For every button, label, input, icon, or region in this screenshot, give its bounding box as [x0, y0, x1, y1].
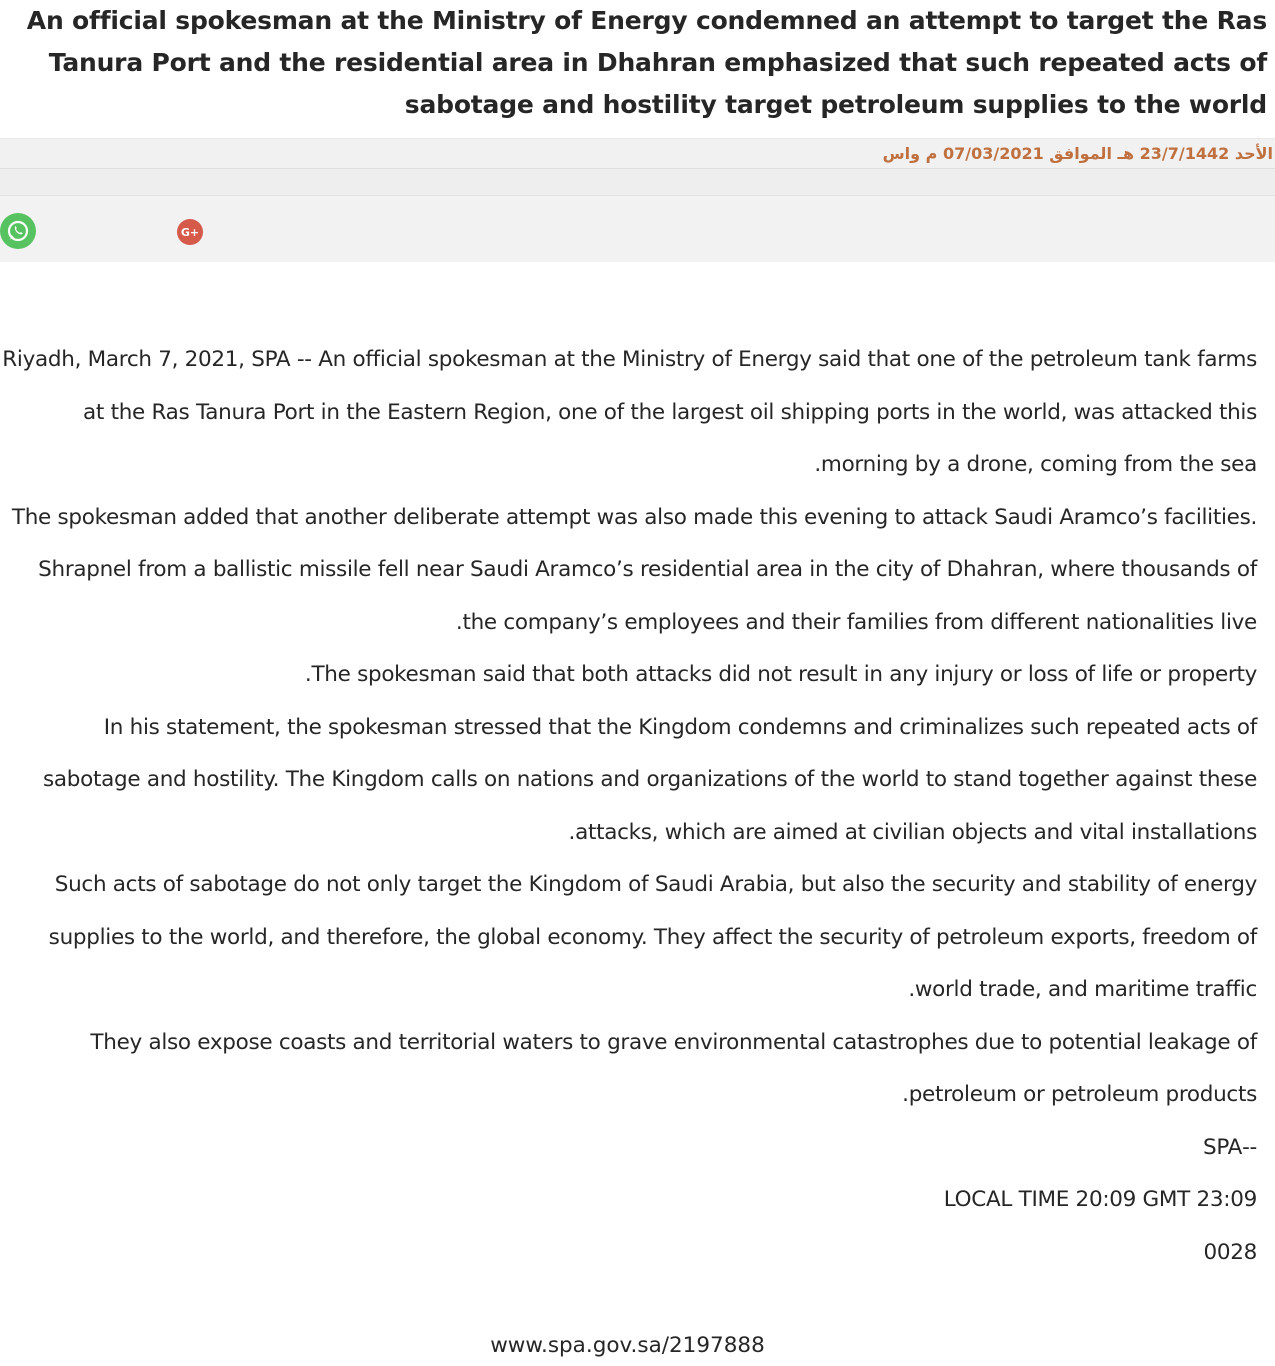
share-bar	[0, 196, 1275, 262]
whatsapp-icon	[5, 218, 31, 244]
article-code: 0028	[1203, 1239, 1257, 1265]
article-url[interactable]: www.spa.gov.sa/2197888	[490, 1333, 765, 1358]
article-paragraph: The spokesman said that both attacks did not result in any injury or loss of life or property.	[304, 662, 1257, 687]
whatsapp-share-button[interactable]	[0, 213, 36, 249]
article-body	[0, 262, 1275, 1279]
article-signoff: --SPA	[1203, 1134, 1257, 1160]
article-paragraph: They also expose coasts and territorial waters to grave environmental catastrophes due to potential leakage of petroleum or petroleum products.	[90, 1029, 1257, 1107]
article-headline: An official spokesman at the Ministry of Energy condemned an attempt to target the Ras Tanura Port and the residential area in Dhahran emphasized that such repeated acts of sabotage and hostility target petroleum supplies to the world	[26, 6, 1267, 119]
article-paragraph: The spokesman added that another deliberate attempt was also made this evening to attack Saudi Aramco’s facilities. Shrapnel from a ballistic missile fell near Saudi Aramco’s residential area in the city of Dhahran, where thousands of the company’s employees and their families from different nationalities live.	[11, 504, 1257, 635]
google-plus-share-button[interactable]	[177, 219, 203, 245]
article-paragraph: In his statement, the spokesman stressed that the Kingdom condemns and criminalizes such repeated acts of sabotage and hostility. The Kingdom calls on nations and organizations of the world to stand together against these attacks, which are aimed at civilian objects and vital installations.	[43, 714, 1257, 845]
article-local-time: LOCAL TIME 20:09 GMT 23:09	[943, 1187, 1257, 1212]
divider-band	[0, 169, 1275, 196]
article-dateline: الأحد 23/7/1442 هـ الموافق 07/03/2021 م واس	[0, 138, 1275, 169]
google-plus-icon: G+	[180, 225, 200, 239]
article-paragraph: Such acts of sabotage do not only target the Kingdom of Saudi Arabia, but also the security and stability of energy supplies to the world, and therefore, the global economy. They affect the security of petroleum exports, freedom of world trade, and maritime traffic.	[48, 872, 1257, 1002]
article-paragraph: Riyadh, March 7, 2021, SPA -- An official spokesman at the Ministry of Energy said that one of the petroleum tank farms at the Ras Tanura Port in the Eastern Region, one of the largest oil shipping ports in the world, was attacked this morning by a drone, coming from the sea.	[2, 347, 1257, 477]
